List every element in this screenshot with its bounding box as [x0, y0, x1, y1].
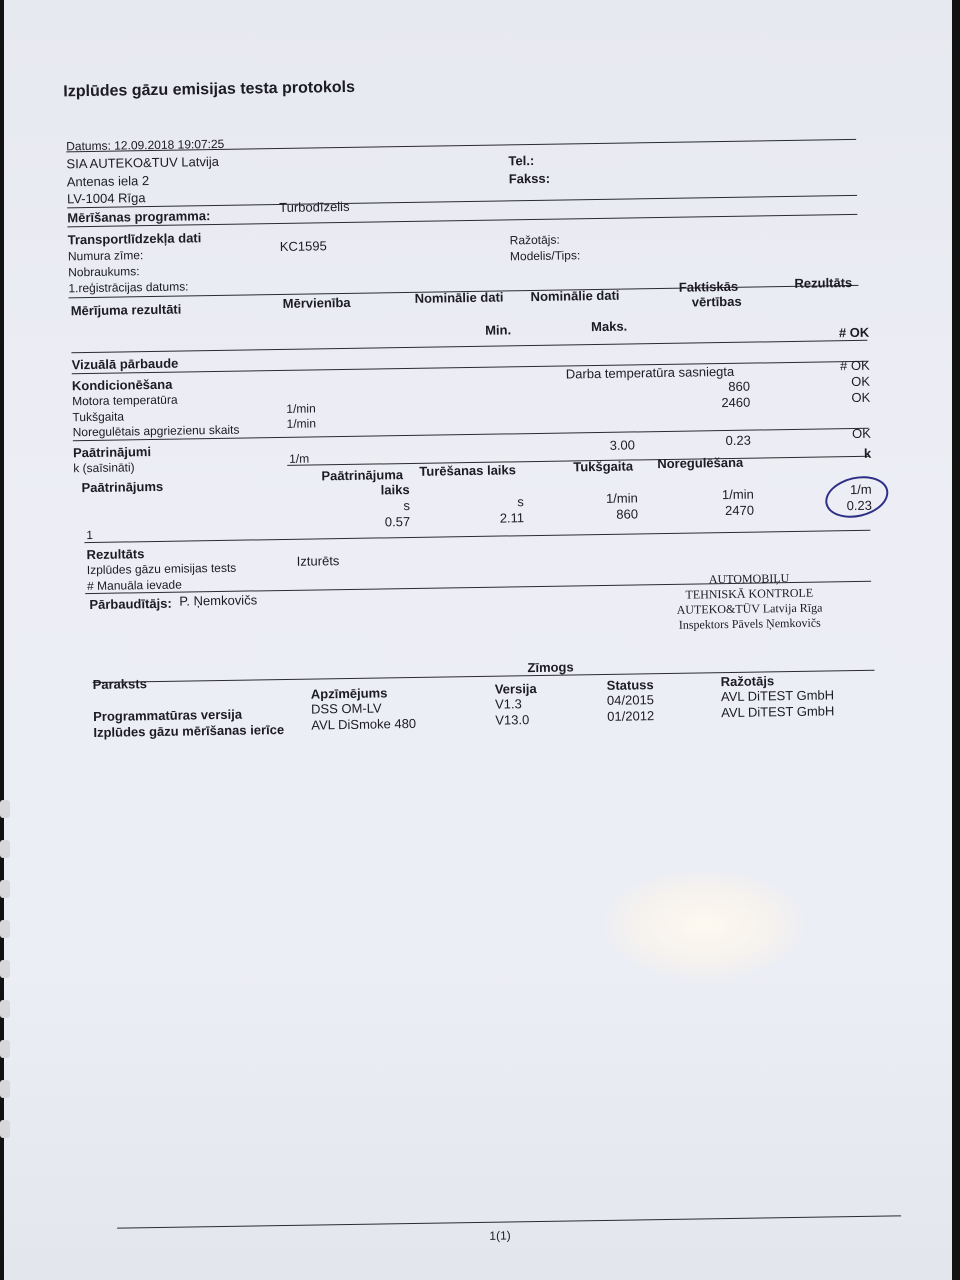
divider-visual: [72, 361, 868, 375]
visual-heading: Vizuālā pārbaude: [71, 355, 179, 373]
accel-heading: Paātrinājumi: [72, 444, 152, 461]
divider-results-header: [71, 340, 867, 354]
accel-col-idle: Tukšgaita: [573, 458, 634, 475]
col-min: Min.: [485, 322, 512, 338]
sw-row-2-label: Izplūdes gāzu mērīšanas ierīce: [93, 721, 285, 740]
k-actual-value: 0.23: [725, 432, 752, 449]
accel-unit-k: 1/m: [849, 481, 872, 498]
accel-value-k: 0.23: [846, 497, 873, 514]
binding-mark: [0, 1080, 10, 1098]
accel-unit-idle: 1/min: [605, 490, 638, 506]
idle-result: OK: [851, 389, 871, 406]
motor-temp-label: Motora temperatūra: [72, 392, 178, 409]
accel-value-idle: 860: [616, 506, 639, 522]
stamp-line-3: AUTEKO&TÜV Latvija Rīga: [676, 600, 823, 617]
divider-header: [67, 195, 857, 208]
accel-unit-hold: s: [517, 494, 524, 510]
binding-mark: [0, 920, 10, 938]
emission-test-value: Izturēts: [296, 553, 340, 569]
program-label: Mērīšanas programma:: [67, 208, 211, 226]
regulated-rpm-label: Noregulētais apgriezienu skaits: [72, 422, 240, 440]
binding-mark: [0, 960, 10, 978]
sw-row-1-name: DSS OM-LV: [310, 700, 382, 717]
model-label: Modelis/Tips:: [509, 248, 581, 264]
signature-label: Paraksts: [92, 676, 147, 692]
k-min-value: 3.00: [609, 437, 636, 453]
stamp-line-1: AUTOMOBIĻU: [708, 571, 790, 587]
accel-unit-time: s: [403, 497, 410, 514]
protocol-content: [4, 0, 952, 1280]
sw-row-2-status: 01/2012: [607, 708, 655, 724]
binding-mark: [0, 1000, 10, 1018]
sw-col-status: Statuss: [606, 677, 654, 693]
sw-row-1-label: Programmatūras versija: [93, 706, 243, 724]
result-heading: Rezultāts: [86, 546, 145, 563]
company-city: LV-1004 Rīga: [66, 190, 146, 207]
accel-col-k: k: [863, 445, 872, 461]
idle-label: Tukšgaita: [72, 409, 125, 425]
maker-label: Ražotājs:: [509, 232, 560, 248]
accel-col-time-1: Paātrinājuma: [321, 467, 404, 484]
accel-unit-regulation: 1/min: [721, 486, 754, 503]
company-name: SIA AUTEKO&TUV Latvija: [66, 153, 220, 172]
col-nominal-min: Nominālie dati: [414, 289, 504, 306]
plate-value: KC1595: [279, 238, 327, 255]
reg-date-label: 1.reģistrācijas datums:: [68, 279, 189, 296]
fakss-label: Fakss:: [508, 170, 551, 187]
date-line: Datums: 12.09.2018 19:07:25: [66, 136, 225, 154]
sw-col-version: Versija: [494, 681, 537, 697]
tel-label: Tel.:: [508, 152, 535, 169]
accel-col-time-2: laiks: [380, 481, 410, 498]
sw-col-name: Apzīmējums: [310, 685, 388, 702]
stamp-label: Zīmogs: [527, 659, 574, 676]
visual-result: # OK: [838, 324, 870, 341]
motor-temp-value: 860: [728, 378, 751, 394]
sw-row-2-version: V13.0: [495, 712, 530, 728]
idle-unit: 1/min: [286, 401, 316, 416]
binding-mark: [0, 1040, 10, 1058]
sw-col-maker: Ražotājs: [720, 673, 775, 690]
accel-row-index: 1: [86, 527, 94, 543]
document-page: [4, 0, 952, 1280]
pen-circle-mark: [821, 470, 892, 523]
accel-value-hold: 2.11: [499, 510, 525, 526]
inspector-value: P. Ņemkovičs: [179, 592, 258, 609]
col-actual-1: Faktiskās: [678, 278, 739, 295]
page-number: 1(1): [489, 1228, 511, 1243]
accel-value-time: 0.57: [384, 513, 411, 530]
manual-entry-note: # Manuāla ievade: [86, 577, 182, 594]
col-nominal-max: Nominālie dati: [530, 287, 620, 305]
k-unit: 1/m: [289, 451, 310, 466]
motor-temp-result: OK: [851, 373, 871, 390]
company-street: Antenas iela 2: [66, 173, 150, 190]
divider-footer: [117, 1215, 901, 1228]
mileage-label: Nobraukums:: [68, 264, 140, 280]
accel-value-regulation: 2470: [724, 502, 755, 519]
page-title: Izplūdes gāzu emisijas testa protokols: [63, 78, 356, 101]
regulated-rpm-unit: 1/min: [286, 416, 317, 431]
plate-label: Numura zīme:: [67, 248, 144, 264]
col-actual-2: vērtības: [691, 293, 742, 310]
binding-mark: [0, 840, 10, 858]
vehicle-heading: Transportlīdzekļa dati: [67, 230, 202, 248]
col-unit: Mērvienība: [282, 294, 351, 311]
sw-row-1-maker: AVL DiTEST GmbH: [720, 687, 835, 705]
conditioning-status: Darba temperatūra sasniegta: [565, 363, 735, 382]
stamp-line-2: TEHNISKĀ KONTROLE: [685, 585, 814, 602]
conditioning-heading: Kondicionēšana: [71, 376, 173, 394]
binding-mark: [0, 800, 10, 818]
k-label: k (saīsināti): [73, 460, 135, 476]
idle-value: 2460: [721, 394, 751, 411]
col-max: Maks.: [590, 318, 628, 335]
sw-row-1-version: V1.3: [494, 696, 522, 712]
binding-mark: [0, 880, 10, 898]
inspector-label: Pārbaudītājs:: [89, 595, 172, 613]
col-measurement: Mērījuma rezultāti: [70, 301, 182, 319]
stamp-line-4: Inspektors Pāvels Ņemkovičs: [678, 615, 821, 632]
sw-row-1-status: 04/2015: [606, 692, 655, 708]
sw-row-2-name: AVL DiSmoke 480: [311, 715, 417, 733]
divider-accel: [84, 527, 870, 543]
accel-sub-heading: Paātrinājums: [81, 478, 164, 496]
accel-col-hold: Turēšanas laiks: [419, 462, 517, 479]
accel-result: OK: [851, 425, 871, 442]
emission-test-label: Izplūdes gāzu emisijas tests: [86, 560, 237, 578]
col-result: Rezultāts: [794, 275, 853, 291]
program-value: Turbodīzelis: [279, 198, 350, 216]
sw-row-2-maker: AVL DiTEST GmbH: [721, 703, 835, 721]
conditioning-status-result: # OK: [839, 357, 870, 374]
binding-mark: [0, 1120, 10, 1138]
accel-col-regulation: Noregulēšana: [657, 454, 744, 472]
